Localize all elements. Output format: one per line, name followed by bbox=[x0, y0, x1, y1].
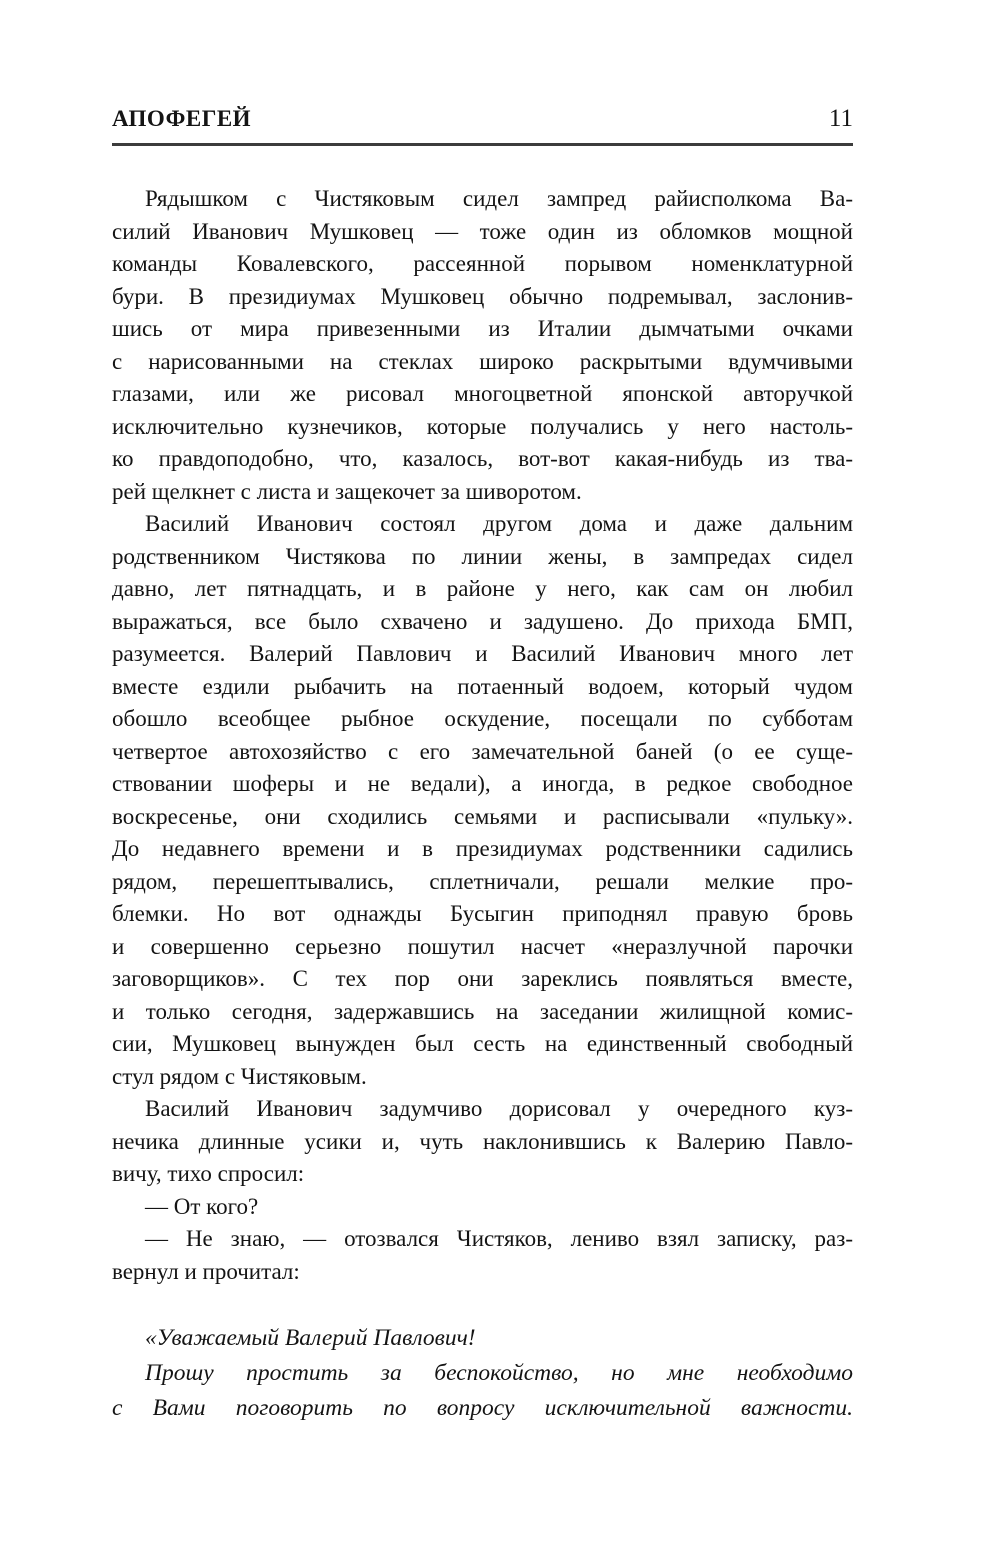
text-line: воскресенье, они сходились семьями и расписывали «пульку». bbox=[112, 803, 853, 829]
text-line: с нарисованными на стеклах широко раскрытыми вдумчивыми bbox=[112, 348, 853, 374]
text-line: Василий Иванович состоял другом дома и даже дальним bbox=[145, 511, 853, 536]
text-line: — Не знаю, — отозвался Чистяков, лениво взял записку, раз- bbox=[145, 1226, 853, 1251]
text-line: ко правдоподобно, что, казалось, вот-вот какая-нибудь из тва- bbox=[112, 446, 853, 471]
text-line: вернул и прочитал: bbox=[112, 1258, 300, 1284]
text-line: рей щелкнет с листа и защекочет за шиворотом. bbox=[112, 478, 582, 504]
text-line: силий Иванович Мушковец — тоже один из обломков мощной bbox=[112, 218, 853, 244]
text-line: «Уважаемый Валерий Павлович! bbox=[145, 1325, 476, 1351]
page-number: 11 bbox=[828, 105, 853, 132]
text-line: и только сегодня, задержавшись на заседании жилищной комис- bbox=[112, 998, 853, 1024]
text-line: и совершенно серьезно пошутил насчет «неразлучной парочки bbox=[112, 933, 853, 959]
text-line: разумеется. Валерий Павлович и Василий Иванович много лет bbox=[112, 641, 853, 666]
body-paragraph bbox=[112, 1223, 853, 1288]
text-line: вместе ездили рыбачить на потаенный водоем, который чудом bbox=[112, 673, 853, 699]
letter-paragraph bbox=[112, 1356, 853, 1426]
text-line: Василий Иванович задумчиво дорисовал у очередного куз- bbox=[145, 1096, 853, 1121]
page-header bbox=[112, 104, 853, 134]
text-line: блемки. Но вот однажды Бусыгин приподнял правую бровь bbox=[112, 901, 853, 926]
letter-paragraph bbox=[112, 1321, 853, 1356]
page-body bbox=[112, 183, 853, 1426]
text-line: родственником Чистякова по линии жены, в зампредах сидел bbox=[112, 543, 853, 569]
text-line: стул рядом с Чистяковым. bbox=[112, 1063, 367, 1089]
text-line: глазами, или же рисовал многоцветной японской авторучкой bbox=[112, 381, 853, 406]
text-line: давно, лет пятнадцать, и в районе у него, как сам он любил bbox=[112, 576, 853, 601]
text-line: сии, Мушковец вынужден был сесть на единственный свободный bbox=[112, 1031, 853, 1056]
body-paragraph bbox=[112, 508, 853, 1093]
header-rule bbox=[112, 143, 853, 146]
body-paragraph bbox=[112, 183, 853, 508]
text-line: Рядышком с Чистяковым сидел зампред райисполкома Ва- bbox=[145, 186, 853, 211]
text-line: заговорщиков». С тех пор они зареклись появляться вместе, bbox=[112, 966, 853, 991]
text-line: выражаться, все было схвачено и задушено. До прихода БМП, bbox=[112, 608, 853, 634]
text-line: нечика длинные усики и, чуть наклонившись к Валерию Павло- bbox=[112, 1128, 853, 1154]
body-paragraph bbox=[112, 1093, 853, 1191]
text-line: команды Ковалевского, рассеянной порывом номенклатурной bbox=[112, 251, 853, 276]
text-line: До недавнего времени и в президиумах родственники садились bbox=[112, 836, 853, 861]
text-line: с Вами поговорить по вопросу исключительной важности. bbox=[112, 1395, 853, 1421]
text-line: рядом, перешептывались, сплетничали, решали мелкие про- bbox=[112, 868, 853, 894]
text-line: четвертое автохозяйство с его замечательной баней (о ее суще- bbox=[112, 738, 853, 764]
text-line: обошло всеобщее рыбное оскудение, посещали по субботам bbox=[112, 706, 853, 731]
text-line: бури. В президиумах Мушковец обычно подремывал, заслонив- bbox=[112, 283, 853, 309]
text-line: Прошу простить за беспокойство, но мне необходимо bbox=[145, 1360, 853, 1386]
body-paragraph bbox=[112, 1191, 853, 1224]
text-line: ствовании шоферы и не ведали), а иногда, в редкое свободное bbox=[112, 771, 853, 796]
text-line: исключительно кузнечиков, которые получались у него настоль- bbox=[112, 413, 853, 439]
running-title: АПОФЕГЕЙ bbox=[112, 106, 252, 131]
text-line: шись от мира привезенными из Италии дымчатыми очками bbox=[112, 316, 853, 341]
text-line: — От кого? bbox=[145, 1193, 259, 1219]
text-line: вичу, тихо спросил: bbox=[112, 1161, 305, 1186]
